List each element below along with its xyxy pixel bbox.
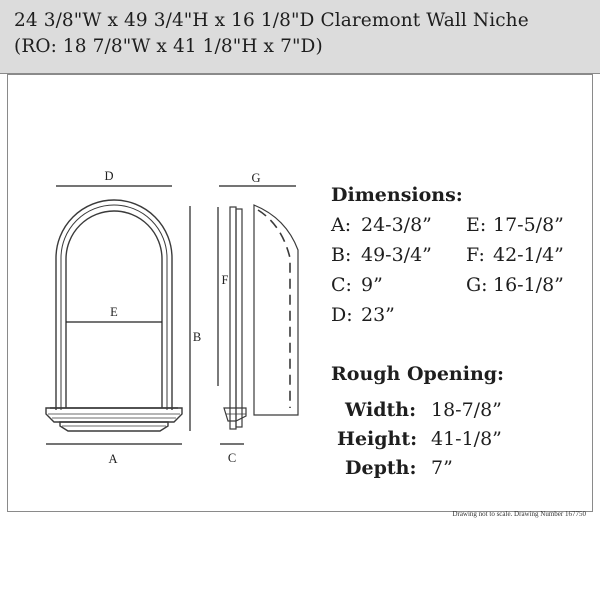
drawing-footnote: Drawing not to scale. Drawing Number 167750 [452,510,586,518]
ro-width-key: Width: [345,399,417,421]
side-view [221,205,298,429]
dim-f-key: F: [466,244,485,266]
wall-flange-outer [230,207,236,429]
dim-f-value: 42-1/4” [493,244,564,266]
label-d: D [104,169,114,183]
dim-c-key: C: [331,274,352,296]
dim-b-value: 49-3/4” [361,244,432,266]
dim-d-key: D: [331,304,353,326]
rough-opening-title: (RO: 18 7/8"W x 41 1/8"H x 7"D) [14,36,323,57]
ro-height-key: Height: [337,428,418,450]
ro-depth-value: 7” [431,457,453,479]
label-g: G [251,171,261,185]
side-profile-body [254,205,298,415]
dim-g-value: 16-1/8” [493,274,564,296]
ro-width-value: 18-7/8” [431,399,502,421]
rough-opening-heading: Rough Opening: [331,363,505,385]
product-title: 24 3/8"W x 49 3/4"H x 16 1/8"D Claremont Wall Niche [14,10,529,31]
wall-flange-inner [236,209,242,427]
label-e: E [110,305,118,319]
dim-g-key: G: [466,274,488,296]
side-shelf-profile [224,408,246,421]
dim-b-key: B: [331,244,352,266]
label-b: B [192,330,202,344]
dim-a-key: A: [331,214,352,236]
dim-e-value: 17-5/8” [493,214,564,236]
label-f: F [221,273,229,287]
label-a: A [108,452,118,466]
dim-a-value: 24-3/8” [361,214,432,236]
label-c: C [227,451,237,465]
ro-depth-key: Depth: [345,457,417,479]
dimensions-heading: Dimensions: [331,184,463,206]
dimension-lines [46,186,296,444]
shelf-body [46,408,182,422]
dim-d-value: 23” [361,304,395,326]
dim-c-value: 9” [361,274,383,296]
recess-dashed-outline [258,210,290,408]
shelf-bottom [60,422,168,431]
ro-height-value: 41-1/8” [431,428,502,450]
dim-e-key: E: [466,214,487,236]
